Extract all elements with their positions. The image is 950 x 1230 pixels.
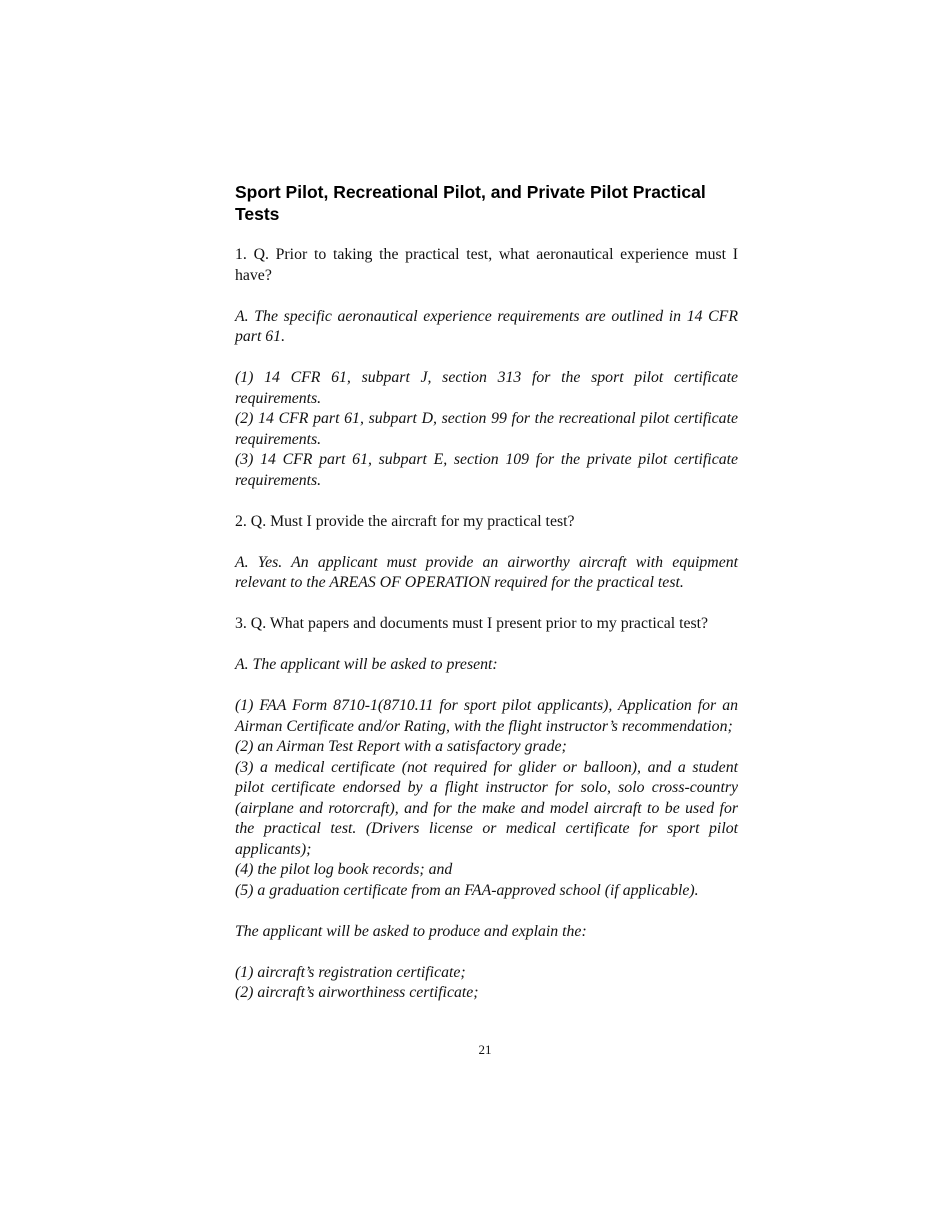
question-2: 2. Q. Must I provide the aircraft for my practical test? bbox=[235, 512, 575, 530]
question-3: 3. Q. What papers and documents must I present prior to my practical test? bbox=[235, 615, 709, 632]
answer-3-item-5: (5) a graduation certificate from an FAA-approved school (if applicable). bbox=[235, 881, 699, 899]
answer-3-item-3: (3) a medical certificate (not required for glider or balloon), and a student pilot certificate endorsed by a flight instructor for solo, solo cross-country (airplane and rotorcraft), and for the make and model aircraft to be used for the practical test. (Drivers license or medical certificate for sport pilot applicants); bbox=[235, 758, 738, 858]
answer-3-item-4: (4) the pilot log book records; and bbox=[235, 861, 453, 878]
answer-1: A. The specific aeronautical experience requirements are outlined in 14 CFR part 61. bbox=[235, 307, 738, 345]
answer-1-item-1: (1) 14 CFR 61, subpart J, section 313 for the sport pilot certificate requirements. bbox=[235, 369, 738, 407]
answer-3: A. The applicant will be asked to present: bbox=[235, 656, 498, 673]
page-title: Sport Pilot, Recreational Pilot, and Private Pilot Practical Tests bbox=[235, 182, 706, 224]
answer-2: A. Yes. An applicant must provide an airworthy aircraft with equipment relevant to the AREAS OF OPERATION required for the practical test. bbox=[235, 553, 738, 591]
answer-3-item-1: (1) FAA Form 8710-1(8710.11 for sport pilot applicants), Application for an Airman Certificate and/or Rating, with the flight instructor’s recommendation; bbox=[235, 697, 738, 735]
page-number: 21 bbox=[478, 1042, 492, 1057]
answer-3-item-2: (2) an Airman Test Report with a satisfactory grade; bbox=[235, 738, 567, 755]
produce-item-1: (1) aircraft’s registration certificate; bbox=[235, 963, 466, 981]
question-1: 1. Q. Prior to taking the practical test, what aeronautical experience must I have? bbox=[235, 246, 738, 284]
answer-1-item-2: (2) 14 CFR part 61, subpart D, section 99 for the recreational pilot certificate requirements. bbox=[235, 410, 738, 448]
produce-item-2: (2) aircraft’s airworthiness certificate; bbox=[235, 984, 479, 1001]
produce-intro: The applicant will be asked to produce and explain the: bbox=[235, 922, 587, 940]
page-content bbox=[235, 181, 738, 1004]
answer-1-item-3: (3) 14 CFR part 61, subpart E, section 109 for the private pilot certificate requirements. bbox=[235, 451, 738, 489]
